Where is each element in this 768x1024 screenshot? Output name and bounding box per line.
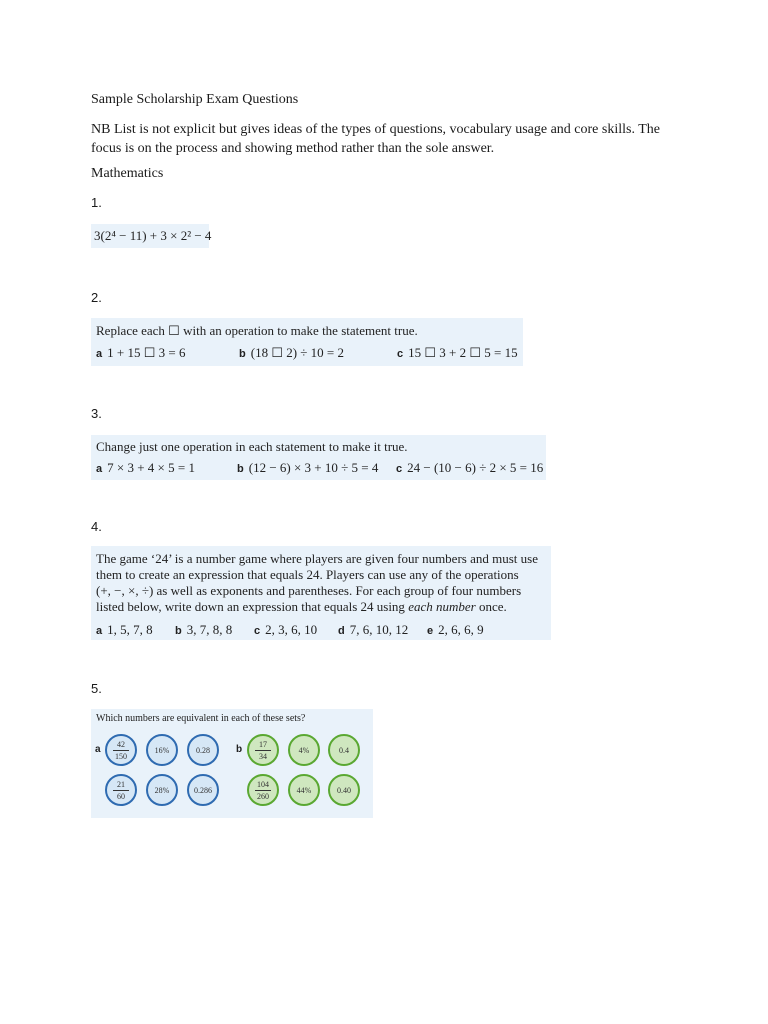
set-a-percent-16: 16% xyxy=(146,734,178,766)
question-1-panel xyxy=(91,224,212,248)
question-4-item-c: c 2, 3, 6, 10 xyxy=(254,622,318,637)
set-b-label: b xyxy=(236,744,243,755)
question-number-1: 1. xyxy=(91,195,102,210)
intro-paragraph: NB List is not explicit but gives ideas of the types of questions, vocabulary usage and core skills. The focus is on the process and showing method rather than the sole answer. xyxy=(91,122,660,156)
question-3-item-c: c 24 − (10 − 6) ÷ 2 × 5 = 16 xyxy=(396,460,544,475)
section-heading: Mathematics xyxy=(91,166,164,181)
question-3-item-b: b (12 − 6) × 3 + 10 ÷ 5 = 4 xyxy=(237,460,379,475)
question-5-prompt: Which numbers are equivalent in each of these sets? xyxy=(96,713,306,724)
question-4-item-b: b 3, 7, 8, 8 xyxy=(175,622,233,637)
set-b-percent-44: 44% xyxy=(288,774,320,806)
question-4-panel xyxy=(91,546,551,640)
set-b-fraction-17-34: $\frac{17}{34}$ xyxy=(247,734,279,766)
set-a-percent-28: 28% xyxy=(146,774,178,806)
question-4-item-e: e 2, 6, 6, 9 xyxy=(427,622,484,637)
question-4-line-1: The game ‘24’ is a number game where players are given four numbers and must use xyxy=(96,551,538,566)
question-number-4: 4. xyxy=(91,519,102,534)
set-a-label: a xyxy=(95,744,101,755)
question-number-2: 2. xyxy=(91,290,102,305)
question-2-item-c: c 15 ☐ 3 + 2 ☐ 5 = 15 xyxy=(397,345,518,360)
set-a-fraction-21-60: $\frac{21}{60}$ xyxy=(105,774,137,806)
set-a-decimal-0286: 0.286 xyxy=(187,774,219,806)
question-4-line-2: them to create an expression that equals 24. Players can use any of the operations xyxy=(96,567,519,582)
question-2-panel xyxy=(91,318,523,366)
set-b-percent-4: 4% xyxy=(288,734,320,766)
question-4-item-d: d 7, 6, 10, 12 xyxy=(338,622,409,637)
question-2-item-b: b (18 ☐ 2) ÷ 10 = 2 xyxy=(239,345,345,360)
set-b-decimal-040: 0.40 xyxy=(328,774,360,806)
set-a-decimal-028: 0.28 xyxy=(187,734,219,766)
question-4-line-4: listed below, write down an expression that equals 24 using each number once. xyxy=(96,599,507,614)
question-3-panel xyxy=(91,435,546,480)
question-2-item-a: a 1 + 15 ☐ 3 = 6 xyxy=(96,345,186,360)
question-4-item-a: a 1, 5, 7, 8 xyxy=(96,622,153,637)
set-b-fraction-104-260: $\frac{104}{260}$ xyxy=(247,774,279,806)
question-number-3: 3. xyxy=(91,406,102,421)
set-b-decimal-04: 0.4 xyxy=(328,734,360,766)
question-3-prompt: Change just one operation in each statement to make it true. xyxy=(96,439,408,454)
question-3-item-a: a 7 × 3 + 4 × 5 = 1 xyxy=(96,460,195,475)
question-number-5: 5. xyxy=(91,681,102,696)
question-1-expression: 3(2⁴ − 11) + 3 × 2² − 4 xyxy=(94,228,212,243)
set-a-fraction-42-150: $\frac{42}{150}$ xyxy=(105,734,137,766)
question-5-panel xyxy=(91,709,373,818)
question-2-prompt: Replace each ☐ with an operation to make the statement true. xyxy=(96,323,418,338)
document-title: Sample Scholarship Exam Questions xyxy=(91,92,299,107)
question-4-line-3: (+, −, ×, ÷) as well as exponents and parentheses. For each group of four numbers xyxy=(96,583,522,598)
